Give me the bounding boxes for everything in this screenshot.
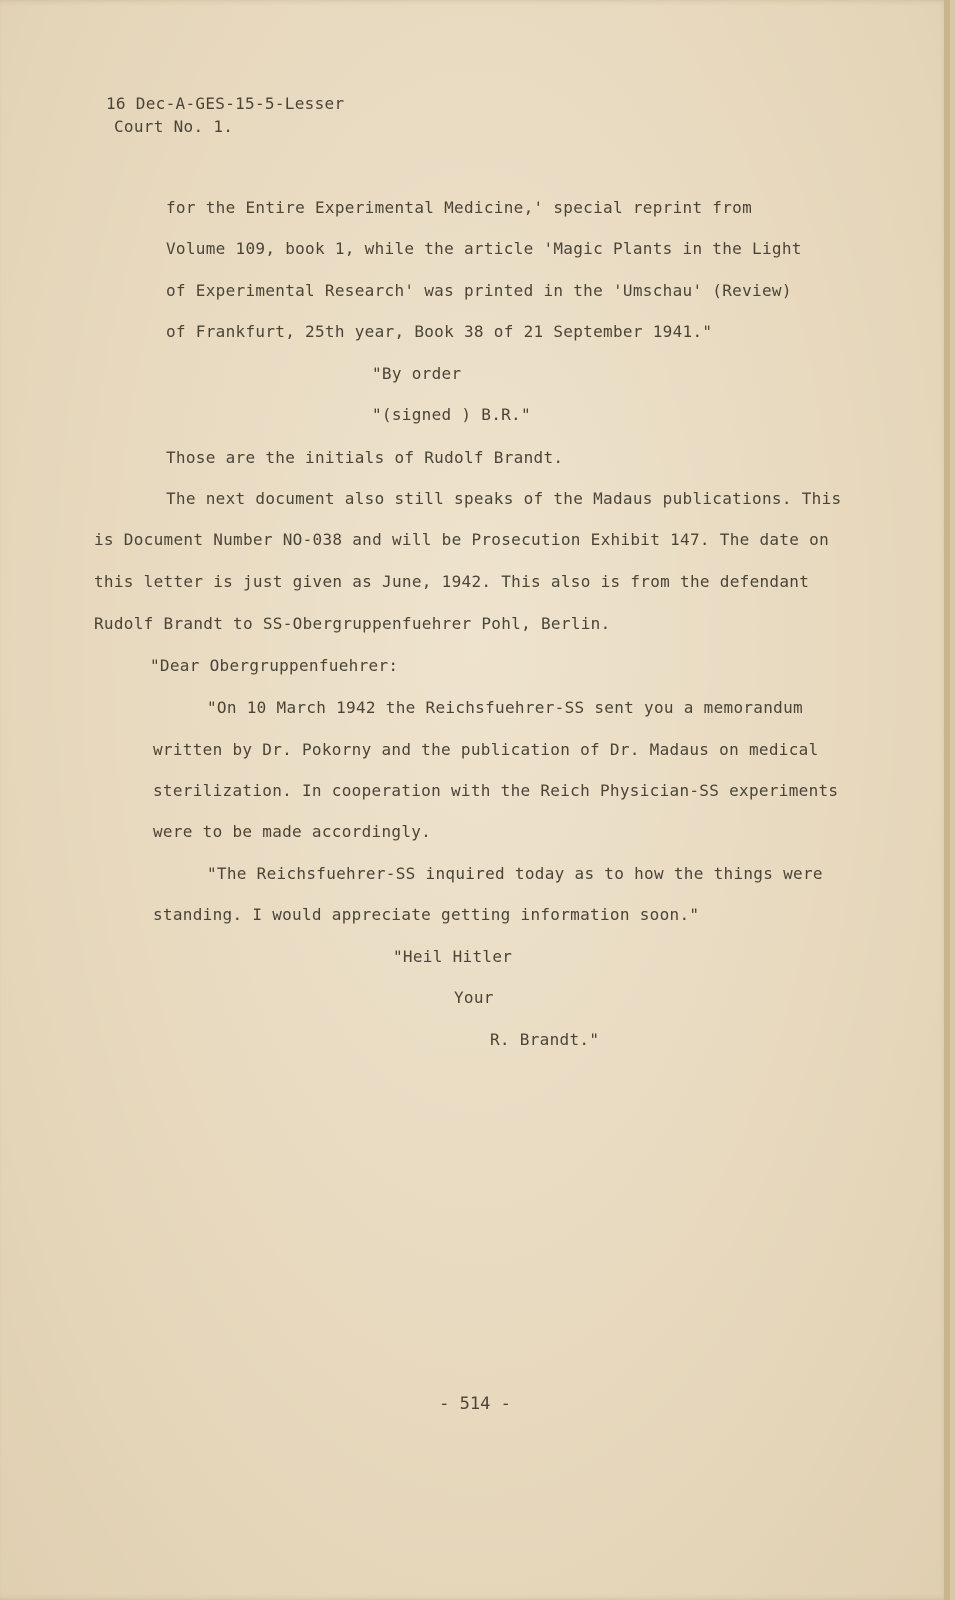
text-line: "Heil Hitler [393, 947, 513, 966]
text-line: this letter is just given as June, 1942. This also is from the defendant [94, 572, 810, 591]
text-line: for the Entire Experimental Medicine,' special reprint from [166, 198, 753, 217]
text-line: "Dear Obergruppenfuehrer: [150, 656, 399, 675]
text-line: "On 10 March 1942 the Reichsfuehrer-SS sent you a memorandum [207, 698, 803, 717]
text-line: Those are the initials of Rudolf Brandt. [166, 448, 564, 467]
page-number: - 514 - [439, 1394, 511, 1414]
text-line: Your [454, 988, 494, 1007]
text-line: of Experimental Research' was printed in the 'Umschau' (Review) [166, 281, 792, 300]
text-line: is Document Number NO-038 and will be Prosecution Exhibit 147. The date on [94, 530, 830, 549]
text-line: Volume 109, book 1, while the article 'Magic Plants in the Light [166, 239, 802, 258]
text-line: standing. I would appreciate getting information soon." [153, 905, 700, 924]
text-line: The next document also still speaks of the Madaus publications. This [166, 489, 842, 508]
header-court: Court No. 1. [114, 117, 234, 136]
text-line: of Frankfurt, 25th year, Book 38 of 21 September 1941." [166, 322, 713, 341]
text-line: sterilization. In cooperation with the Reich Physician-SS experiments [153, 781, 839, 800]
text-line: "(signed ) B.R." [372, 405, 531, 424]
text-line: Rudolf Brandt to SS-Obergruppenfuehrer Pohl, Berlin. [94, 614, 611, 633]
text-line: R. Brandt." [490, 1030, 600, 1049]
text-line: "By order [372, 364, 462, 383]
text-line: were to be made accordingly. [153, 822, 432, 841]
text-line: "The Reichsfuehrer-SS inquired today as to how the things were [207, 864, 823, 883]
header-document-id: 16 Dec-A-GES-15-5-Lesser [106, 94, 345, 113]
page-edge [944, 0, 950, 1600]
text-line: written by Dr. Pokorny and the publication of Dr. Madaus on medical [153, 740, 819, 759]
